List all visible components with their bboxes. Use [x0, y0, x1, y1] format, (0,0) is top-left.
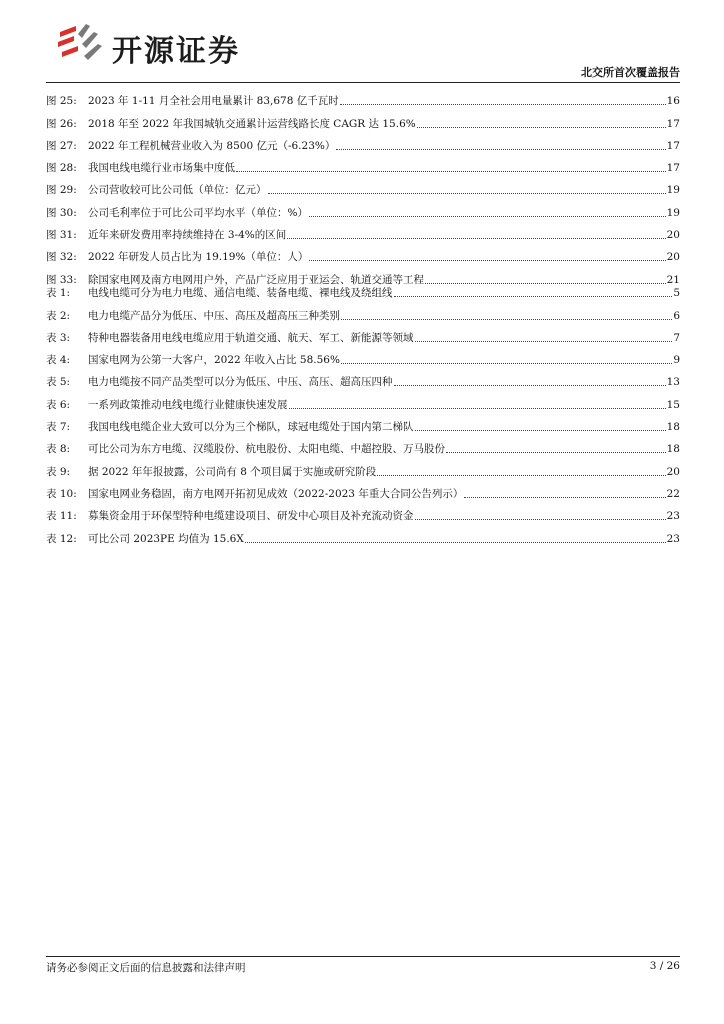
table-label: 表 3:	[46, 331, 71, 344]
toc-entry-figure-26[interactable]	[46, 108, 680, 130]
toc-entry-table-12[interactable]	[46, 523, 680, 545]
table-label: 表 2:	[46, 309, 71, 322]
page-header	[0, 0, 724, 84]
table-label: 表 6:	[46, 398, 71, 411]
table-page: 7	[673, 331, 680, 344]
figure-title: 公司营收较可比公司低（单位：亿元）	[88, 184, 267, 197]
figure-label: 图 25:	[46, 95, 77, 108]
figure-page: 21	[666, 273, 680, 286]
dot-leader	[417, 127, 666, 128]
figure-page: 20	[666, 229, 680, 242]
table-page: 5	[673, 287, 680, 300]
toc-entry-figure-29[interactable]	[46, 175, 680, 197]
table-page: 13	[666, 376, 680, 389]
toc-entry-table-4[interactable]	[46, 345, 680, 367]
toc-entry-figure-28[interactable]	[46, 153, 680, 175]
figure-title: 除国家电网及南方电网用户外，产品广泛应用于亚运会、轨道交通等工程	[88, 273, 424, 286]
table-page: 18	[666, 443, 680, 456]
table-page: 23	[666, 510, 680, 523]
dot-leader	[287, 238, 665, 239]
toc-entry-table-3[interactable]	[46, 323, 680, 345]
report-type: 北交所首次覆盖报告	[581, 66, 680, 79]
dot-leader	[415, 519, 666, 520]
figure-label: 图 33:	[46, 273, 77, 286]
figure-label: 图 26:	[46, 117, 77, 130]
toc-entry-table-11[interactable]	[46, 501, 680, 523]
figure-label: 图 32:	[46, 251, 77, 264]
table-label: 表 1:	[46, 287, 71, 300]
table-label: 表 8:	[46, 443, 71, 456]
dot-leader	[236, 171, 666, 172]
figure-page: 16	[666, 95, 680, 108]
table-title: 募集资金用于环保型特种电缆建设项目、研发中心项目及补充流动资金	[88, 510, 414, 523]
table-title: 可比公司 2023PE 均值为 15.6X	[88, 532, 244, 545]
toc-entry-table-10[interactable]	[46, 479, 680, 501]
table-page: 22	[666, 487, 680, 500]
table-label: 表 12:	[46, 532, 77, 545]
figure-label: 图 27:	[46, 139, 77, 152]
footer-disclaimer: 请务必参阅正文后面的信息披露和法律声明	[46, 962, 246, 974]
table-label: 表 4:	[46, 354, 71, 367]
figure-page: 17	[666, 117, 680, 130]
footer-divider	[46, 956, 680, 957]
brand-name: 开源证券	[112, 34, 240, 69]
figure-title: 2023 年 1-11 月全社会用电量累计 83,678 亿千瓦时	[88, 95, 339, 108]
table-page: 20	[666, 465, 680, 478]
dot-leader	[377, 475, 665, 476]
company-logo	[56, 22, 266, 69]
toc-entry-table-5[interactable]	[46, 367, 680, 389]
dot-leader	[341, 319, 672, 320]
figure-label: 图 29:	[46, 184, 77, 197]
figure-title: 公司毛利率位于可比公司平均水平（单位：%）	[88, 206, 308, 219]
toc-entry-table-2[interactable]	[46, 300, 680, 322]
dot-leader	[446, 452, 666, 453]
table-page: 9	[673, 354, 680, 367]
toc-entry-figure-30[interactable]	[46, 197, 680, 219]
table-label: 表 9:	[46, 465, 71, 478]
toc-entry-table-9[interactable]	[46, 456, 680, 478]
figure-page: 19	[666, 206, 680, 219]
dot-leader	[341, 363, 672, 364]
dot-leader	[268, 193, 666, 194]
table-title: 电力电缆产品分为低压、中压、高压及超高压三种类别	[88, 309, 340, 322]
toc-entry-figure-31[interactable]	[46, 220, 680, 242]
table-title: 国家电网业务稳固，南方电网开拓初见成效（2022-2023 年重大合同公告列示）	[88, 487, 464, 500]
figure-page: 19	[666, 184, 680, 197]
table-title: 一系列政策推动电线电缆行业健康快速发展	[88, 398, 288, 411]
figure-label: 图 28:	[46, 162, 77, 175]
dot-leader	[336, 149, 665, 150]
dot-leader	[309, 260, 665, 261]
dot-leader	[245, 542, 666, 543]
figure-label: 图 30:	[46, 206, 77, 219]
dot-leader	[394, 385, 666, 386]
toc-entry-table-6[interactable]	[46, 389, 680, 411]
dot-leader	[464, 497, 665, 498]
toc-entry-table-1[interactable]	[46, 278, 680, 300]
table-label: 表 5:	[46, 376, 71, 389]
figure-title: 我国电线电缆行业市场集中度低	[88, 162, 235, 175]
table-title: 可比公司为东方电缆、汉缆股份、杭电股份、太阳电缆、中超控股、万马股份	[88, 443, 445, 456]
toc-entry-figure-27[interactable]	[46, 131, 680, 153]
table-list	[46, 278, 680, 546]
figure-label: 图 31:	[46, 229, 77, 242]
figure-title: 2022 年工程机械营业收入为 8500 亿元（-6.23%）	[88, 139, 336, 152]
table-title: 据 2022 年年报披露，公司尚有 8 个项目属于实施或研究阶段	[88, 465, 377, 478]
toc-entry-table-7[interactable]	[46, 412, 680, 434]
table-title: 我国电线电缆企业大致可以分为三个梯队，球冠电缆处于国内第二梯队	[88, 421, 414, 434]
page-indicator: 3 / 26	[649, 960, 680, 972]
toc-entry-table-8[interactable]	[46, 434, 680, 456]
toc-entry-figure-32[interactable]	[46, 242, 680, 264]
table-page: 15	[666, 398, 680, 411]
table-title: 电力电缆按不同产品类型可以分为低压、中压、高压、超高压四种	[88, 376, 393, 389]
table-title: 国家电网为公第一大客户，2022 年收入占比 58.56%	[88, 354, 340, 367]
dot-leader	[415, 430, 666, 431]
table-label: 表 11:	[46, 510, 77, 523]
toc-entry-figure-25[interactable]	[46, 86, 680, 108]
header-divider	[46, 82, 680, 83]
dot-leader	[340, 104, 666, 105]
dot-leader	[394, 296, 673, 297]
dot-leader	[309, 216, 666, 217]
figure-title: 近年来研发费用率持续维持在 3-4%的区间	[88, 229, 287, 242]
figure-title: 2022 年研发人员占比为 19.19%（单位：人）	[88, 251, 309, 264]
table-page: 23	[666, 532, 680, 545]
figure-page: 20	[666, 251, 680, 264]
table-title: 特种电器装备用电线电缆应用于轨道交通、航天、军工、新能源等领域	[88, 331, 414, 344]
table-title: 电线电缆可分为电力电缆、通信电缆、装备电缆、裸电线及绕组线	[88, 287, 393, 300]
figure-title: 2018 年至 2022 年我国城轨交通累计运营线路长度 CAGR 达 15.6%	[88, 117, 416, 130]
table-page: 18	[666, 421, 680, 434]
figure-page: 17	[666, 139, 680, 152]
table-label: 表 10:	[46, 487, 77, 500]
table-label: 表 7:	[46, 421, 71, 434]
kaiyuan-logo-icon	[56, 22, 104, 66]
dot-leader	[415, 341, 673, 342]
table-page: 6	[673, 309, 680, 322]
dot-leader	[289, 408, 666, 409]
figure-list	[46, 86, 680, 287]
figure-page: 17	[666, 162, 680, 175]
